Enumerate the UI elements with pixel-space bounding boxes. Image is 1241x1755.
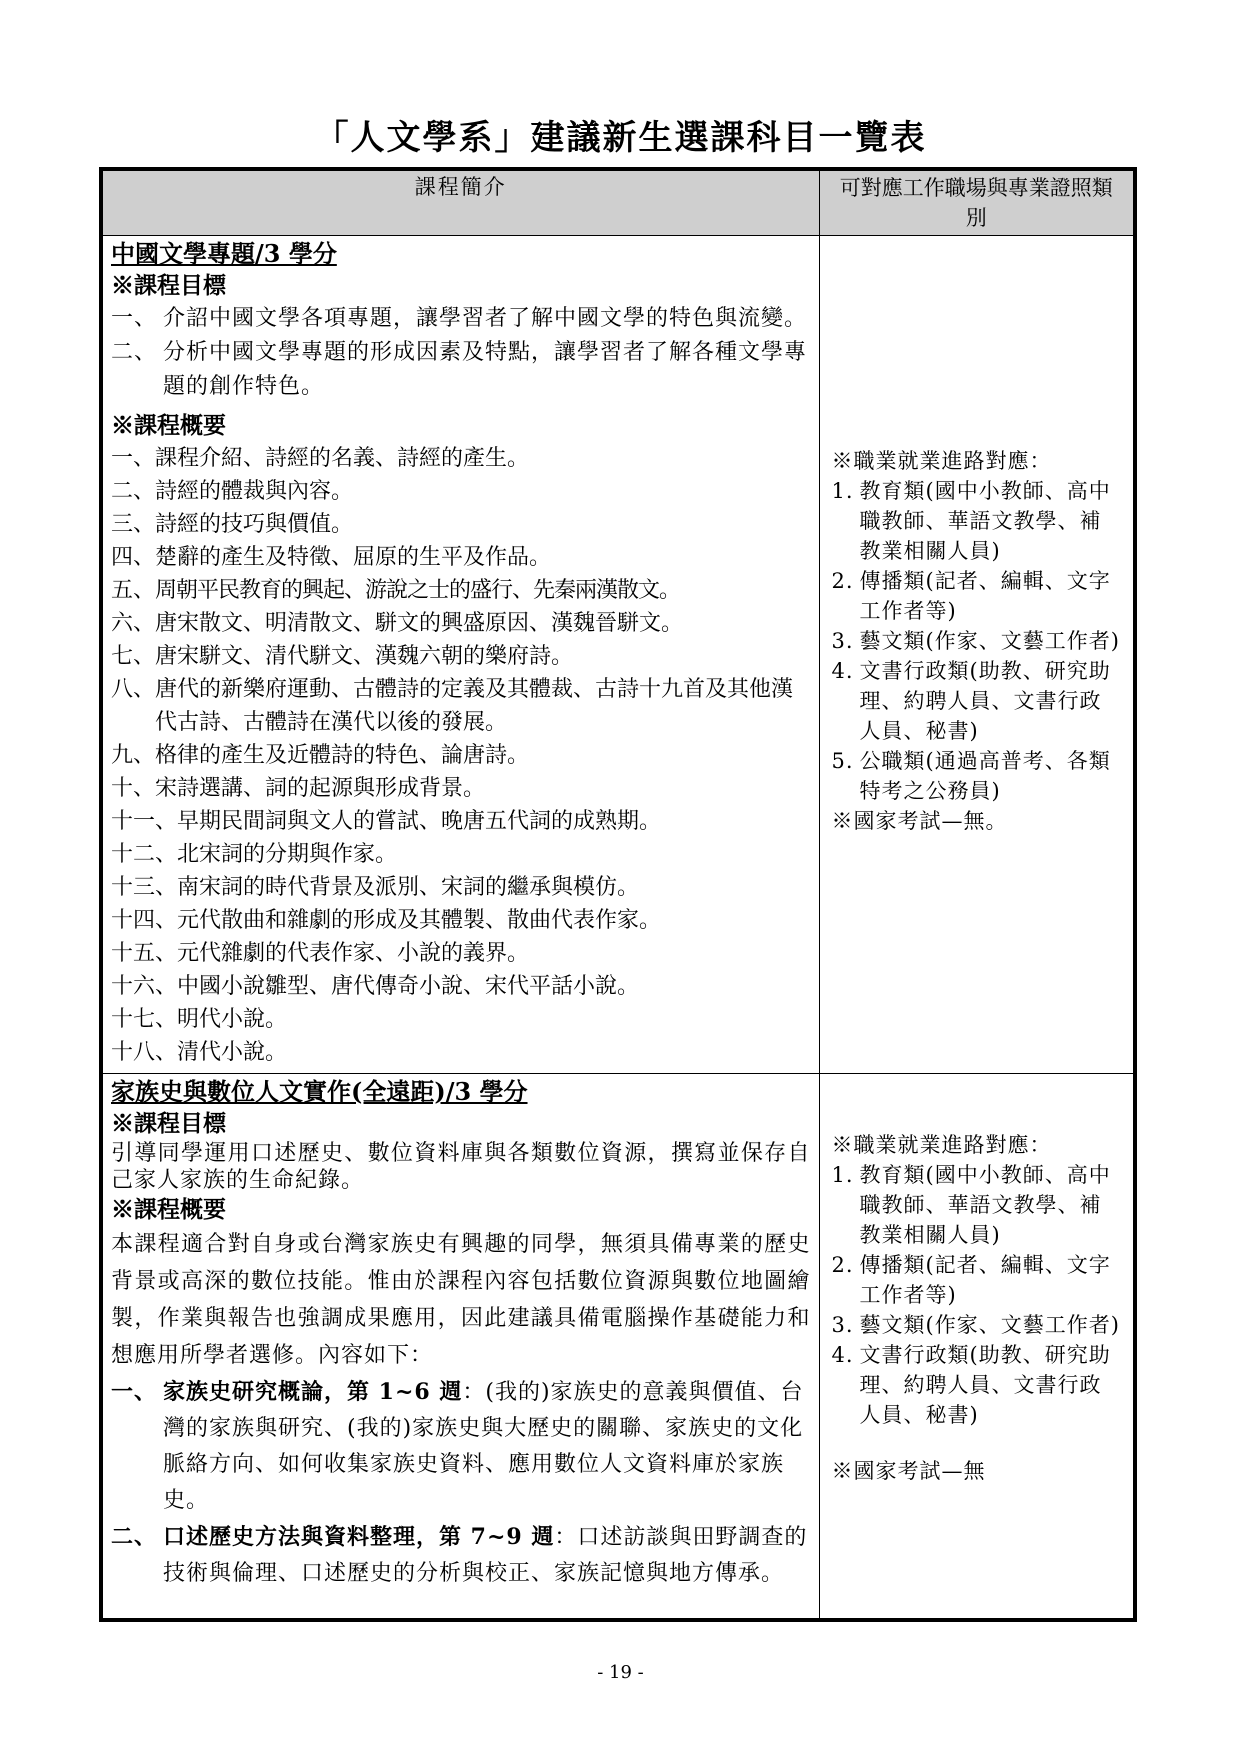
outline-text: 格律的產生及近體詩的特色、論唐詩。: [155, 743, 530, 768]
outline-text: 唐代的新樂府運動、古體詩的定義及其體裁、古詩十九首及其他漢代古詩、古體詩在漢代以後的發展。: [155, 677, 794, 735]
outline-item: [111, 871, 811, 904]
course-table: [99, 167, 1137, 1622]
cert-item: [832, 1340, 1124, 1430]
cert-number: 1.: [831, 1163, 854, 1187]
cert-number: 3.: [831, 1313, 854, 1337]
outline-number: 六、: [111, 611, 156, 636]
cert-item: [832, 1310, 1124, 1340]
outline-number: 十六、: [111, 974, 178, 999]
outline-text: 唐宋駢文、清代駢文、漢魏六朝的樂府詩。: [155, 644, 574, 669]
outline-number: 十一、: [111, 809, 178, 834]
cert-text: 傳播類(記者、編輯、文字工作者等): [859, 1253, 1111, 1307]
cert-text: 文書行政類(助教、研究助理、約聘人員、文書行政人員、秘書): [859, 1343, 1111, 1427]
outline-text: 早期民間詞與文人的嘗試、晚唐五代詞的成熟期。: [177, 809, 662, 834]
unit-item: [111, 1519, 811, 1592]
outline-text: 南宋詞的時代背景及派別、宋詞的繼承與模仿。: [177, 875, 640, 900]
unit-label: 口述歷史方法與資料整理，第 7~9 週: [163, 1524, 555, 1550]
cert-number: 1.: [831, 479, 854, 503]
outline-number: 十七、: [111, 1007, 178, 1032]
outline-number: 一、: [111, 446, 156, 471]
outline-item: [111, 904, 811, 937]
course-1-cert: [819, 236, 1135, 1074]
cert-text: 文書行政類(助教、研究助理、約聘人員、文書行政人員、秘書): [859, 659, 1111, 743]
outline-text: 周朝平民教育的興起、游說之士的盛行、先秦兩漢散文。: [155, 578, 681, 603]
unit-item: [111, 1374, 811, 1519]
header-course-intro: 課程簡介: [101, 169, 819, 236]
course-2-goal-heading: ※課程目標: [111, 1110, 226, 1137]
cert-exam: ※國家考試—無。: [831, 809, 1008, 833]
outline-number: 二、: [111, 479, 156, 504]
outline-number: 十三、: [111, 875, 178, 900]
outline-number: 八、: [111, 677, 156, 702]
course-2-intro: [101, 1074, 819, 1620]
outline-number: 九、: [111, 743, 156, 768]
unit-number: 二、: [111, 1524, 158, 1550]
outline-number: 七、: [111, 644, 156, 669]
cert-item: [832, 476, 1124, 566]
course-1-goal-heading: ※課程目標: [111, 272, 226, 299]
outline-text: 中國小說雛型、唐代傳奇小說、宋代平話小說。: [177, 974, 640, 999]
table-header-row: [101, 169, 1135, 236]
cert-item: [832, 746, 1124, 806]
unit-label: 家族史研究概論，第 1~6 週: [163, 1379, 463, 1405]
outline-item: [111, 739, 811, 772]
course-2-goal-text: 引導同學運用口述歷史、數位資料庫與各類數位資源，撰寫並保存自己家人家族的生命紀錄。: [111, 1141, 811, 1193]
goal-item: [111, 336, 811, 404]
outline-item: [111, 1003, 811, 1036]
cert-text: 藝文類(作家、文藝工作者): [859, 629, 1120, 653]
cert-number: 2.: [831, 569, 854, 593]
course-row-1: [101, 236, 1135, 1074]
outline-text: 元代雜劇的代表作家、小說的義界。: [177, 941, 530, 966]
outline-text: 楚辭的產生及特徵、屈原的生平及作品。: [155, 545, 552, 570]
outline-item: [111, 442, 811, 475]
outline-number: 四、: [111, 545, 156, 570]
cert-number: 4.: [831, 1343, 854, 1367]
outline-text: 清代小說。: [177, 1040, 288, 1065]
outline-item: [111, 937, 811, 970]
cert-number: 2.: [831, 1253, 854, 1277]
cert-item: [832, 566, 1124, 626]
course-2-cert: [819, 1074, 1135, 1620]
outline-item: [111, 970, 811, 1003]
outline-text: 課程介紹、詩經的名義、詩經的產生。: [155, 446, 530, 471]
cert-item: [832, 1250, 1124, 1310]
cert-item: [832, 626, 1124, 656]
course-1-intro: [101, 236, 819, 1074]
outline-item: [111, 541, 811, 574]
cert-number: 4.: [831, 659, 854, 683]
course-2-outline-heading: ※課程概要: [111, 1196, 226, 1223]
outline-text: 元代散曲和雜劇的形成及其體製、散曲代表作家。: [177, 908, 662, 933]
goal-number: 一、: [111, 306, 158, 331]
outline-text: 明代小說。: [177, 1007, 288, 1032]
outline-item: [111, 640, 811, 673]
outline-item: [111, 673, 811, 739]
header-cert-category: 可對應工作職場與專業證照類別: [819, 169, 1135, 236]
outline-number: 十四、: [111, 908, 178, 933]
course-1-title: 中國文學專題/3 學分: [111, 239, 337, 268]
cert-number: 3.: [831, 629, 854, 653]
unit-number: 一、: [111, 1379, 158, 1405]
goal-item: [111, 302, 811, 336]
course-2-title: 家族史與數位人文實作(全遠距)/3 學分: [111, 1077, 528, 1106]
cert-number: 5.: [831, 749, 854, 773]
outline-number: 十八、: [111, 1040, 178, 1065]
course-1-outline-heading: ※課程概要: [111, 412, 226, 439]
outline-text: 北宋詞的分期與作家。: [177, 842, 398, 867]
unit-text: ：口述訪談與田野調查的技術與倫理、口述歷史的分析與校正、家族記憶與地方傳承。: [163, 1525, 808, 1586]
outline-number: 十五、: [111, 941, 178, 966]
outline-item: [111, 607, 811, 640]
cert-heading: ※職業就業進路對應：: [831, 1133, 1052, 1157]
outline-text: 詩經的體裁與內容。: [155, 479, 354, 504]
cert-text: 教育類(國中小教師、高中職教師、華語文教學、補教業相關人員): [859, 1163, 1111, 1247]
page-title: 「人文學系」建議新生選課科目一覽表: [314, 118, 927, 158]
cert-exam: ※國家考試—無: [831, 1459, 986, 1483]
outline-item: [111, 574, 811, 607]
outline-item: [111, 475, 811, 508]
outline-number: 十、: [111, 776, 156, 801]
cert-heading: ※職業就業進路對應：: [831, 449, 1052, 473]
page-number: - 19 -: [597, 1662, 644, 1683]
course-2-outline-text: 本課程適合對自身或台灣家族史有興趣的同學，無須具備專業的歷史背景或高深的數位技能。惟由於課程內容包括數位資源與數位地圖繪製，作業與報告也強調成果應用，因此建議具備電腦操作基礎能力和想應用所學者選修。內容如下：: [111, 1232, 811, 1368]
unit-text: ：(我的)家族史的意義與價值、台灣的家族與研究、(我的)家族史與大歷史的關聯、家族史的文化脈絡方向、如何收集家族史資料、應用數位人文資料庫於家族史。: [163, 1380, 804, 1513]
outline-item: [111, 508, 811, 541]
outline-text: 唐宋散文、明清散文、駢文的興盛原因、漢魏晉駢文。: [155, 611, 684, 636]
outline-number: 三、: [111, 512, 156, 537]
outline-text: 詩經的技巧與價值。: [155, 512, 354, 537]
outline-text: 宋詩選講、詞的起源與形成背景。: [155, 776, 486, 801]
cert-item: [832, 656, 1124, 746]
outline-number: 五、: [111, 578, 156, 603]
cert-text: 傳播類(記者、編輯、文字工作者等): [859, 569, 1111, 623]
cert-text: 教育類(國中小教師、高中職教師、華語文教學、補教業相關人員): [859, 479, 1111, 563]
goal-number: 二、: [111, 340, 158, 365]
course-row-2: [101, 1074, 1135, 1620]
outline-item: [111, 805, 811, 838]
cert-text: 藝文類(作家、文藝工作者): [859, 1313, 1120, 1337]
cert-item: [832, 1160, 1124, 1250]
outline-item: [111, 838, 811, 871]
outline-number: 十二、: [111, 842, 178, 867]
goal-text: 分析中國文學專題的形成因素及特點，讓學習者了解各種文學專題的創作特色。: [163, 340, 808, 399]
goal-text: 介詔中國文學各項專題，讓學習者了解中國文學的特色與流變。: [163, 306, 808, 331]
cert-text: 公職類(通過高普考、各類特考之公務員): [859, 749, 1111, 803]
outline-item: [111, 1036, 811, 1069]
outline-item: [111, 772, 811, 805]
